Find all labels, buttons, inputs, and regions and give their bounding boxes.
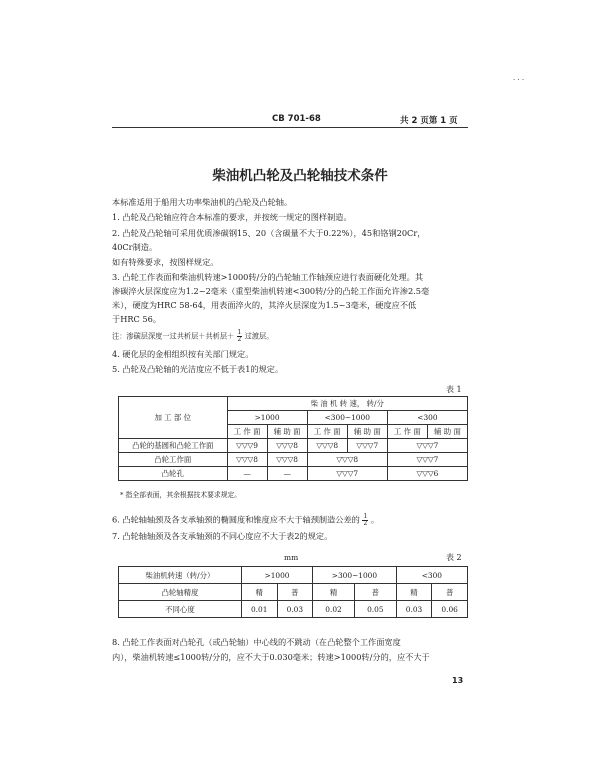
paragraph: 渗碳淬火层深度应为1.2~2毫米（重型柴油机转速<300转/分的凸轮工作面允许渗2.5毫 [112,286,430,296]
table-1 [118,396,468,481]
paragraph: 2. 凸轮及凸轮轴可采用优质渗碳钢15、20（含碳量不大于0.22%），45和铬钢20Cr， [112,228,426,238]
table-cell: 0.02 [313,601,355,618]
table-cell: <300 [387,411,467,425]
table-cell: ▽▽▽8 [267,453,307,467]
table-cell: ▽▽▽8 [307,439,347,453]
table-cell: 0.01 [241,601,277,618]
item-6 [112,514,379,527]
table-cell: 辅 助 面 [347,425,387,439]
fraction-denominator: 2 [363,520,368,527]
table-cell: 凸轮轴精度 [119,584,242,601]
table-row [119,601,468,618]
table-cell: 工 作 面 [227,425,267,439]
table-row [119,584,468,601]
table-cell: >1000 [227,411,307,425]
table-cell: 精 [313,584,355,601]
fraction [362,514,368,527]
table-cell: ▽▽▽8 [267,439,307,453]
table-row [119,453,468,467]
table-cell: >1000 [241,567,312,584]
table-cell: ▽▽▽6 [387,467,467,481]
table-cell: 凸轮孔 [119,467,228,481]
table-1-caption: 表 1 [446,385,462,394]
item-5: 5. 凸轮及凸轮轴的光洁度应不低于表1的规定。 [112,364,284,374]
table-cell: 加 工 部 位 [119,397,228,439]
table-2-caption: 表 2 [446,553,462,562]
table-cell: 柴 油 机 转 速， 转/分 [227,397,467,411]
page-number: 13 [452,676,464,685]
item-7: 7. 凸轮轴轴颈及各支承轴颈的不同心度应不大于表2的规定。 [112,531,333,541]
table-cell: ▽▽▽8 [307,453,387,467]
table-cell: 0.03 [277,601,313,618]
note-1 [112,330,273,343]
table-cell: 0.06 [432,601,468,618]
document-code: CB 701-68 [272,114,321,124]
table-cell: 精 [396,584,432,601]
table-cell: 精 [241,584,277,601]
table-cell: <300~1000 [307,411,387,425]
table-2-unit: mm [284,553,299,562]
table-cell: <300 [396,567,467,584]
table-row [119,439,468,453]
paragraph: 于HRC 56。 [112,314,161,324]
table-cell: 0.03 [396,601,432,618]
fraction-numerator: 1 [237,329,242,336]
table-row [119,397,468,411]
paragraph: 1. 凸轮及凸轮轴应符合本标准的要求，并按统一规定的图样制造。 [112,212,352,222]
note-1-suffix: 过渡层。 [244,331,274,341]
corner-marks: . . . [513,74,525,82]
table-cell: >300~1000 [313,567,397,584]
table-1-note: * 指全部表面，其余根据技术要求规定。 [120,491,242,499]
table-row [119,467,468,481]
table-cell: 普 [277,584,313,601]
table-cell: ▽▽▽7 [387,453,467,467]
fraction-denominator: 2 [237,336,242,343]
item-8-line: 8. 凸轮工作表面对凸轮孔（或凸轮轴）中心线的不跳动（在凸轮整个工作面宽度 [112,637,401,647]
table-cell: ▽▽▽7 [347,439,387,453]
table-cell: 工 作 面 [307,425,347,439]
table-cell: 普 [354,584,396,601]
table-cell: 凸轮工作面 [119,453,228,467]
table-cell: 柴油机转速（转/分） [119,567,242,584]
table-cell: ▽▽▽7 [307,467,387,481]
fraction-numerator: 1 [363,513,368,520]
table-cell: ▽▽▽8 [227,453,267,467]
table-cell: 辅 助 面 [427,425,467,439]
note-1-prefix: 注：渗碳层深度一过共析层＋共析层＋ [112,331,235,341]
table-cell: — [227,467,267,481]
table-cell: 不同心度 [119,601,242,618]
fraction [237,330,243,343]
item-8-line: 内），柴油机转速≤1000转/分的，应不大于0.030毫米；转速>1000转/分的，应不大于 [112,652,430,662]
page-title: 柴油机凸轮及凸轮轴技术条件 [212,168,388,184]
paragraph: 如有特殊要求，按图样规定。 [112,257,219,267]
table-row [119,567,468,584]
table-2 [118,566,468,618]
paragraph: 米），硬度为HRC 58-64，用表面淬火的，其淬火层深度为1.5~3毫米，硬度应不低 [112,300,417,310]
header-rule [112,127,468,128]
item-6-suffix: 。 [370,514,380,525]
table-cell: 凸轮的基圆和凸轮工作面 [119,439,228,453]
table-cell: ▽▽▽9 [227,439,267,453]
paragraph: 3. 凸轮工作表面和柴油机转速>1000转/分的凸轮轴工作轴颈应进行表面硬化处理。其 [112,272,424,282]
paragraph: 40Cr制造。 [112,242,158,252]
table-cell: ▽▽▽7 [387,439,467,453]
table-cell: 工 作 面 [387,425,427,439]
paragraph: 本标准适用于船用大功率柴油机的凸轮及凸轮轴。 [112,197,293,207]
table-cell: — [267,467,307,481]
table-cell: 普 [432,584,468,601]
table-cell: 0.05 [354,601,396,618]
item-4: 4. 硬化层的金相组织按有关部门规定。 [112,349,254,359]
page-info: 共 2 页第 1 页 [400,116,458,126]
item-6-text: 6. 凸轮轴轴颈及各支承轴颈的椭圆度和锥度应不大于轴颈制造公差的 [112,514,360,525]
table-cell: 辅 助 面 [267,425,307,439]
